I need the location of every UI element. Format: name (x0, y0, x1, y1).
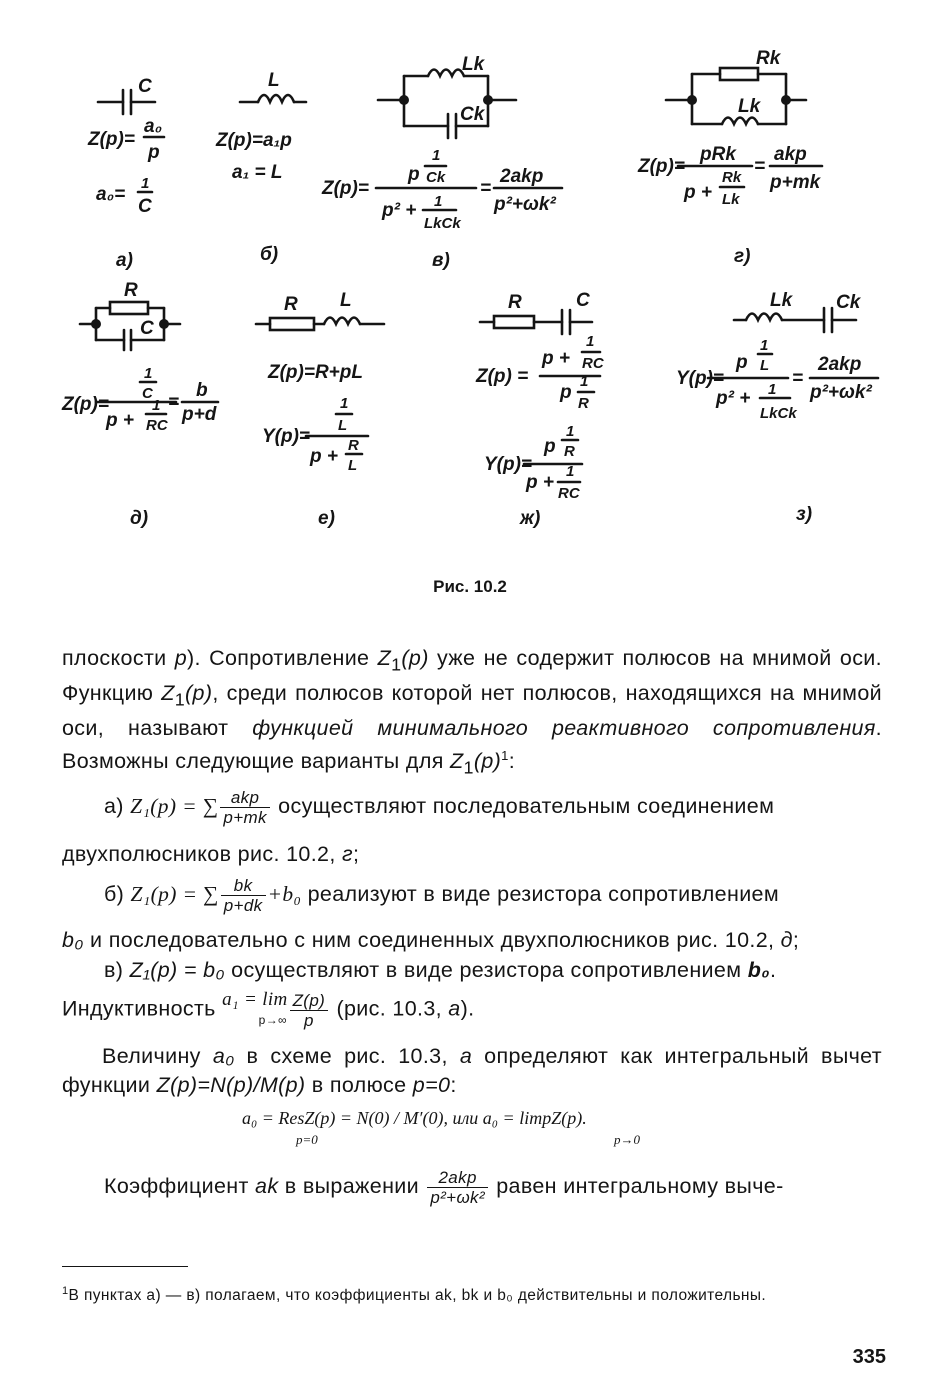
paragraph-3 (104, 1168, 884, 1207)
footnote (62, 1280, 882, 1307)
formula-a1: a₁ = L (232, 162, 283, 183)
math-expr: +b₀ (267, 882, 302, 907)
text-run: ). (460, 996, 475, 1021)
footnote-rule (62, 1266, 188, 1267)
fraction-num: Z(p) (290, 991, 329, 1011)
text-run: ; (792, 928, 800, 952)
formula-y: Y(p)= (484, 454, 533, 475)
text-run: Индуктивность (62, 996, 223, 1021)
fraction-den: R (564, 443, 575, 460)
text-run: осуществляют в виде резистора сопротивлением (224, 958, 748, 982)
fraction-num: 1 (566, 423, 575, 440)
math-var: b₀ (62, 928, 84, 952)
emphasis-term: функцией минимального реактивного сопротивления (252, 715, 876, 740)
label-lk: Lk (738, 96, 761, 117)
figure-ref: а (448, 996, 461, 1021)
text-run: ; (352, 842, 360, 866)
item-label: в) (104, 958, 130, 982)
fraction-num: 1 (152, 397, 161, 414)
figure-label-d: д) (130, 508, 149, 529)
math-var: Z (377, 646, 392, 670)
equals-sign: = (480, 178, 492, 199)
math-var: (p) (185, 680, 213, 705)
fraction-den: p + (526, 472, 554, 493)
math-var: (p) (473, 749, 502, 774)
fraction-num: R (348, 437, 359, 454)
fraction-num: 1 (580, 373, 589, 390)
text-run: плоскости (62, 646, 175, 670)
fraction-den: Lk (722, 191, 740, 208)
fraction-num: 1 (586, 333, 595, 350)
math-var: ak (255, 1174, 279, 1199)
fraction-den: LkCk (424, 215, 461, 232)
fraction-den: C (138, 196, 152, 217)
text-run: и последовательно с ним соединенных двухполюсников рис. 10.2, (83, 928, 781, 952)
math-expr: a₀ = ResZ(p) = N(0) / M′(0), или a₀ = limpZ(p). (242, 1108, 587, 1128)
fraction-den: p+mk (770, 172, 821, 193)
inductance-line (62, 990, 884, 1030)
fraction (427, 1168, 488, 1207)
fraction-num: p (736, 352, 748, 373)
item-b (104, 876, 884, 915)
residue-formula (242, 1108, 587, 1129)
fraction-num: 2akp (500, 166, 544, 187)
text-run: в выражении (278, 1174, 426, 1199)
label-ck: Ck (836, 292, 861, 313)
label-c: C (576, 290, 590, 311)
fraction-num: 1 (434, 193, 443, 210)
figure-label-zh: ж) (520, 508, 541, 529)
circuit-v-parallel-lc (378, 70, 516, 139)
fraction-den: p+dk (223, 896, 263, 915)
circuit-zh-series-rc (480, 310, 592, 334)
math-expr: p=0 (412, 1072, 451, 1097)
text-run: осуществляют последовательным соединением (271, 794, 775, 819)
text-run: . Возможны следующие варианты для (62, 715, 882, 774)
label-c: C (140, 318, 154, 339)
math-expr: a₁ = lim (222, 989, 288, 1010)
text-run: : (450, 1072, 457, 1097)
fraction-num: akp (220, 788, 269, 808)
figure-label-z: з) (796, 504, 813, 525)
math-expr: Z(p)=N(p)/M(p) (156, 1072, 306, 1097)
fraction (290, 991, 329, 1030)
fraction (220, 788, 269, 827)
fraction-num: b (196, 380, 208, 401)
fraction-den: Ck (426, 169, 446, 186)
text-run: равен интегральному выче- (489, 1174, 784, 1199)
text-run: (рис. 10.3, (330, 996, 449, 1021)
fraction-den: R (578, 395, 589, 412)
fraction-den: RC (146, 417, 168, 434)
label-lk: Lk (462, 54, 485, 75)
page-number: 335 (852, 1346, 886, 1368)
math-sub: 1 (174, 689, 186, 710)
fraction-num: pRk (700, 144, 736, 165)
formula-z: Z(p)=R+pL (268, 362, 363, 383)
figure-ref: г (341, 842, 353, 866)
text-run: Величину (102, 1044, 213, 1068)
fraction-num: p + (542, 348, 570, 369)
fraction-den: p²+ωk² (494, 194, 556, 215)
formula-sub-1: p=0 (296, 1132, 318, 1147)
circuit-b-inductor (240, 95, 306, 102)
label-lk: Lk (770, 290, 793, 311)
fraction-num: 2akp (818, 354, 862, 375)
label-rk: Rk (756, 48, 781, 69)
item-b-cont (62, 928, 884, 953)
fraction-num: akp (774, 144, 807, 165)
text-run: реализуют в виде резистора сопротивлением (301, 882, 779, 907)
fraction-den: p+d (182, 404, 217, 425)
math-var: a₀ (212, 1044, 235, 1068)
fraction (221, 876, 266, 915)
fraction-num: Rk (722, 169, 742, 186)
math-var: p (174, 646, 188, 670)
figure-label-g: г) (734, 246, 751, 267)
node-dot (483, 95, 493, 105)
fraction-num: 1 (144, 365, 153, 382)
circuit-e-series-rl (256, 318, 384, 331)
equals-sign: = (754, 156, 766, 177)
math-expr: Z₁(p) = ∑ (130, 882, 219, 907)
paragraph-1 (62, 644, 882, 782)
fraction-den: RC (582, 355, 604, 372)
formula-sub-2: p→0 (614, 1132, 640, 1147)
fraction-num: 2akp (427, 1168, 488, 1188)
text-run: в схеме рис. 10.3, (234, 1044, 460, 1068)
label-r: R (508, 292, 522, 313)
fraction-den: p (560, 382, 572, 403)
label-c: C (138, 76, 152, 97)
figure-label-a: а) (116, 250, 133, 271)
formula-z: Z(p)= (62, 394, 109, 415)
formula-z: Z(p)= (88, 129, 135, 150)
fraction-den: p+mk (223, 808, 267, 827)
node-dot (687, 95, 697, 105)
footnote-ref: 1 (501, 748, 509, 764)
text-run: Коэффициент (104, 1174, 256, 1199)
fraction-num: 1 (432, 147, 441, 164)
fraction-num: 1 (340, 395, 349, 412)
math-sub: 1 (463, 757, 474, 778)
node-dot (91, 319, 101, 329)
figure-caption: Рис. 10.2 (433, 577, 507, 596)
fraction-num: 1 (768, 381, 777, 398)
figure-label-b: б) (260, 244, 279, 265)
fraction-den: p (148, 142, 160, 163)
math-expr: Z₁(p) = ∑ (130, 794, 219, 819)
node-dot (399, 95, 409, 105)
fraction-den: p (303, 1010, 314, 1030)
fraction-den: p² + (382, 200, 417, 221)
figure-ref: д (780, 928, 793, 952)
fraction-den: C (142, 385, 153, 402)
equals-sign: = (168, 392, 180, 413)
text-run: в полюсе (305, 1072, 413, 1097)
math-var: Z (450, 749, 464, 774)
item-v (104, 958, 884, 983)
formula-z: Z(p)= (322, 178, 369, 199)
node-dot (781, 95, 791, 105)
figure-10-2 (0, 0, 940, 560)
formula-a0: a₀= (96, 184, 126, 205)
label-l: L (340, 290, 352, 311)
text-run: , среди полюсов которой нет полюсов, находящихся на мнимой оси, называют (62, 680, 882, 740)
figure-label-e: е) (318, 508, 335, 529)
fraction-num: p (544, 436, 556, 457)
formula-z: Z(p)= (638, 156, 685, 177)
math-var: Z (161, 680, 175, 705)
fraction-den: L (760, 357, 770, 374)
text-run: уже не содержит полюсов на мнимой оси. Функцию (62, 646, 882, 705)
equals-sign: = (792, 368, 804, 389)
label-r: R (284, 294, 298, 315)
item-label: а) (104, 794, 131, 819)
fraction-den: p + (310, 446, 338, 467)
label-l: L (268, 70, 280, 91)
fraction-num: bk (221, 876, 266, 896)
limit-sub: p→∞ (258, 1013, 287, 1027)
text-run: : (508, 749, 516, 774)
figure-label-v: в) (432, 250, 450, 271)
formula-z: Z(p) = (476, 366, 529, 387)
figure-ref: а (459, 1044, 473, 1068)
fraction-den: p²+ωk² (430, 1188, 485, 1207)
formula-z: Z(p)=a₁p (216, 130, 292, 151)
formula-y: Y(p)= (676, 368, 725, 389)
math-expr: Z₁(p) = b₀ (129, 958, 225, 982)
fraction-den: L (348, 457, 358, 474)
node-dot (159, 319, 169, 329)
text-run: . (770, 958, 777, 982)
limit (222, 990, 288, 1030)
text-run: двухполюсников рис. 10.2, (62, 842, 342, 866)
fraction-den: p + (106, 410, 134, 431)
item-a (104, 788, 884, 827)
fraction-den: p + (684, 182, 712, 203)
fraction-num: 1 (566, 463, 575, 480)
math-sub: 1 (391, 654, 402, 675)
label-r: R (124, 280, 138, 301)
fraction-den: RC (558, 485, 580, 502)
math-var: (p) (401, 646, 429, 670)
fraction-num: 1 (141, 175, 150, 192)
fraction-den: p² + (716, 388, 751, 409)
text-run: определяют как интегральный вычет функции (62, 1044, 882, 1097)
fraction-den: L (338, 417, 348, 434)
fraction-num: 1 (760, 337, 769, 354)
footnote-text: В пунктах а) — в) полагаем, что коэффициенты ak, bk и b₀ действительны и положительны. (68, 1287, 767, 1305)
item-a-cont (62, 842, 884, 867)
footnote-mark: 1 (62, 1285, 69, 1297)
math-var: b₀ (747, 958, 771, 982)
paragraph-2 (62, 1042, 882, 1099)
item-label: б) (104, 882, 131, 907)
fraction-den: p²+ωk² (810, 382, 872, 403)
fraction-den: LkCk (760, 405, 797, 422)
label-ck: Ck (460, 104, 485, 125)
formula-y: Y(p)= (262, 426, 311, 447)
fraction-num: p (408, 164, 420, 185)
fraction-num: a₀ (144, 116, 163, 137)
text-run: ). Сопротивление (187, 646, 378, 670)
